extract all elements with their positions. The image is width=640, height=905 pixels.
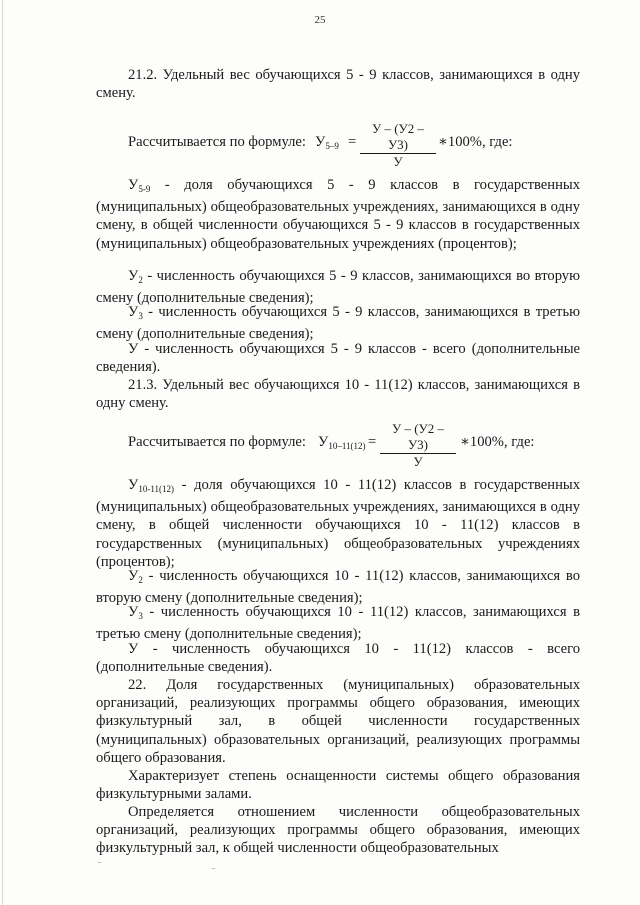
formula-21-2 <box>96 121 580 169</box>
section-21-3-heading: 21.3. Удельный вес обучающихся 10 - 11(12) классов, занимающихся в одну смену. <box>96 377 580 412</box>
scan-artifact <box>98 862 101 863</box>
def-y3-senior: $У_3$ - численность обучающихся 10 - 11(12) классов, занимающихся в третью смену (дополнительные сведения); <box>96 604 580 643</box>
section-21-2-heading: 21.2. Удельный вес обучающихся 5 - 9 классов, занимающихся в одну смену. <box>96 67 580 102</box>
section-22-definition: Определяется отношением численности общеобразовательных организаций, реализующих программы общего образования, имеющих физкультурный зал, к общей численности общеобразовательных <box>96 804 580 857</box>
formula-21-3 <box>96 421 580 469</box>
formula-lhs: $У_{5-9}$ <box>315 134 339 151</box>
formula-equals: = <box>348 134 357 150</box>
def-y2: $У_2$ - численность обучающихся 5 - 9 классов, занимающихся во вторую смену (дополнительные сведения); <box>96 268 580 307</box>
formula-tail: ∗100%, где: <box>460 434 535 450</box>
formula-tail: ∗100%, где: <box>438 134 513 150</box>
section-22-characteristic: Характеризует степень оснащенности системы общего образования физкультурными залами. <box>96 768 580 803</box>
def-y10-11: $У_{10-11(12)}$ - доля обучающихся 10 - 11(12) классов в государственных (муниципальных) общеобразовательных учреждениях, занимающихся в одну смену, в общей численности обучающихся 10 - 11(12) классов в государственных (муниципальных) общеобразовательных учреждениях (процентов); <box>96 477 580 570</box>
section-22-heading: 22. Доля государственных (муниципальных) образовательных организаций, реализующих программы общего образования, имеющих физкультурный зал, в общей численности государственных (муниципальных) образовательных организаций, реализующих программы общего образования. <box>96 677 580 766</box>
formula-lead: Рассчитывается по формуле: <box>128 434 306 450</box>
page-number: 25 <box>314 14 326 26</box>
formula-denominator: У <box>393 154 403 169</box>
formula-equals: = <box>368 434 377 450</box>
formula-fraction <box>360 121 436 170</box>
def-y2-senior: $У_2$ - численность обучающихся 10 - 11(12) классов, занимающихся во вторую смену (дополнительные сведения); <box>96 568 580 607</box>
def-y3: $У_3$ - численность обучающихся 5 - 9 классов, занимающихся в третью смену (дополнительные сведения); <box>96 304 580 343</box>
scan-edge <box>2 0 3 905</box>
def-y5-9: $У_{5-9}$ - доля обучающихся 5 - 9 классов в государственных (муниципальных) общеобразовательных учреждениях, занимающихся в одну смену, в общей численности обучающихся 5 - 9 классов в государственных (муниципальных) общеобразовательных учреждениях (процентов); <box>96 177 580 252</box>
formula-lhs: $У_{10-11(12)}$ <box>318 434 366 451</box>
formula-lead: Рассчитывается по формуле: <box>128 134 306 150</box>
formula-numerator: У – (У2 – У3) <box>380 421 456 454</box>
formula-denominator: У <box>413 454 423 469</box>
def-y-total: У - численность обучающихся 5 - 9 классов - всего (дополнительные сведения). <box>96 341 580 376</box>
scan-artifact <box>212 868 215 869</box>
formula-fraction <box>380 421 456 470</box>
def-y-total-senior: У - численность обучающихся 10 - 11(12) классов - всего (дополнительные сведения). <box>96 641 580 676</box>
formula-numerator: У – (У2 – У3) <box>360 121 436 154</box>
